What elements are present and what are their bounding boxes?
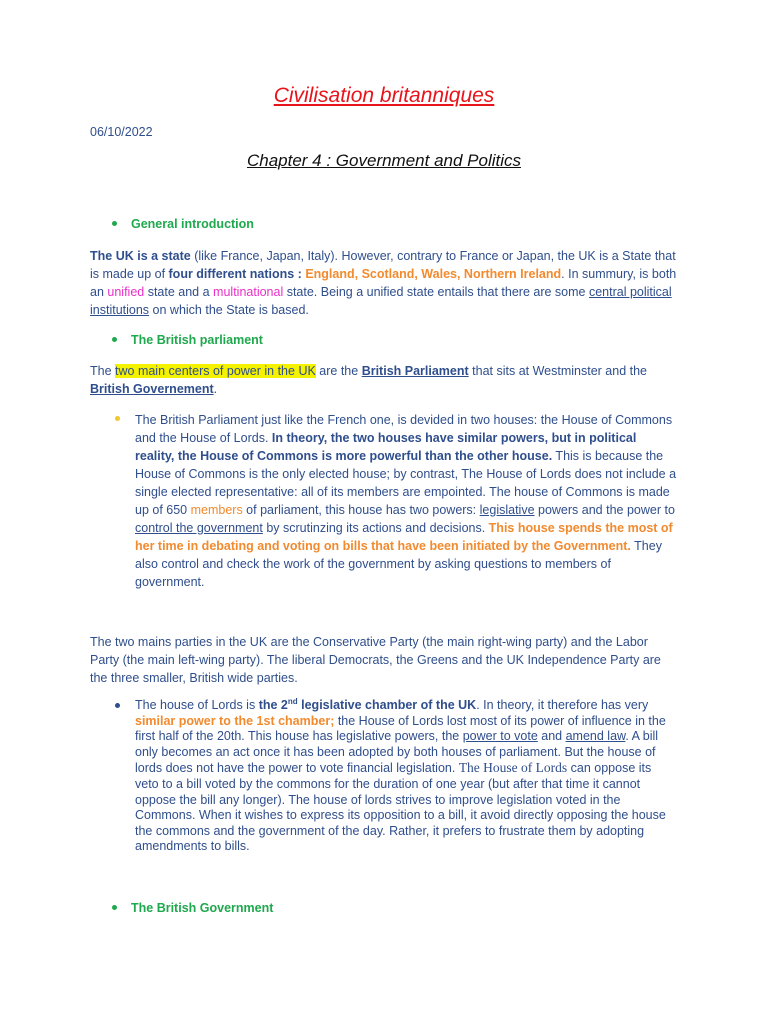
houses-paragraph: The British Parliament just like the French one, is devided in two houses: the House of Commons and the House of Lords. In theory, the two houses have similar powers, but in political reality, the House of Commons is more powerful than the other house. This is because the House of Commons is the only elected house; by contrast, The House of Lords does not include a single elected representative: all of its members are empointed. The house of Commons is made up of 650 members of parliament, this house has two powers: legislative powers and the power to control the government by scrutinzing its actions and decisions. This house spends the most of her time in debating and voting on bills that have been initiated by the Government. They also control and check the work of the government by asking questions to members of government. (135, 413, 677, 589)
bullet-icon (112, 905, 117, 910)
section-heading-british-government: The British Government (112, 901, 273, 915)
central-institutions-link: central political institutions (90, 285, 672, 317)
document-title: Civilisation britanniques (273, 84, 495, 107)
document-date: 06/10/2022 (90, 125, 153, 139)
parties-paragraph: The two mains parties in the UK are the Conservative Party (the main right-wing party) and the Labor Party (the main left-wing party). The liberal Democrats, the Greens and the UK Independence Party are the three smaller, British wide parties. (90, 635, 661, 685)
bullet-icon (115, 703, 120, 708)
section-heading-general-introduction: General introduction (112, 217, 254, 231)
bullet-icon (115, 416, 120, 421)
chapter-heading: Chapter 4 : Government and Politics (246, 151, 522, 170)
section-heading-british-parliament: The British parliament (112, 333, 263, 347)
intro-paragraph: The UK is a state (like France, Japan, Italy). However, contrary to France or Japan, the UK is a State that is made up of four different nations : England, Scotland, Wales, Northern Ireland. In summury, is both an unified state and a multinational state. Being a unified state entails that there are some central political institutions on which the State is based. (90, 249, 677, 317)
bullet-icon (112, 221, 117, 226)
lords-paragraph: The house of Lords is the 2nd legislative chamber of the UK. In theory, it therefore has very similar power to the 1st chamber; the House of Lords lost most of its power of influence in the first half of the 20th. This house has legislative powers, the power to vote and amend law. A bill only becomes an act once it has been adopted by both houses of parliament. But the house of lords does not have the power to vote financial legislation. The House of Lords can oppose its veto to a bill voted by the commons for the duration of one year (but after that time it cannot oppose the bill any longer). The house of lords strives to improve legislation voted in the Commons. When it wishes to express its opposition to a bill, it avoid directly opposing the house the commons and the government of the day. Rather, it prefers to frustrate them by adopting amendments to bills. (135, 696, 666, 854)
parliament-intro-paragraph: The two main centers of power in the UK are the British Parliament that sits at Westminster and the British Governement. (90, 364, 647, 396)
highlighted-text: two main centers of power in the UK (115, 364, 316, 378)
bullet-icon (112, 337, 117, 342)
